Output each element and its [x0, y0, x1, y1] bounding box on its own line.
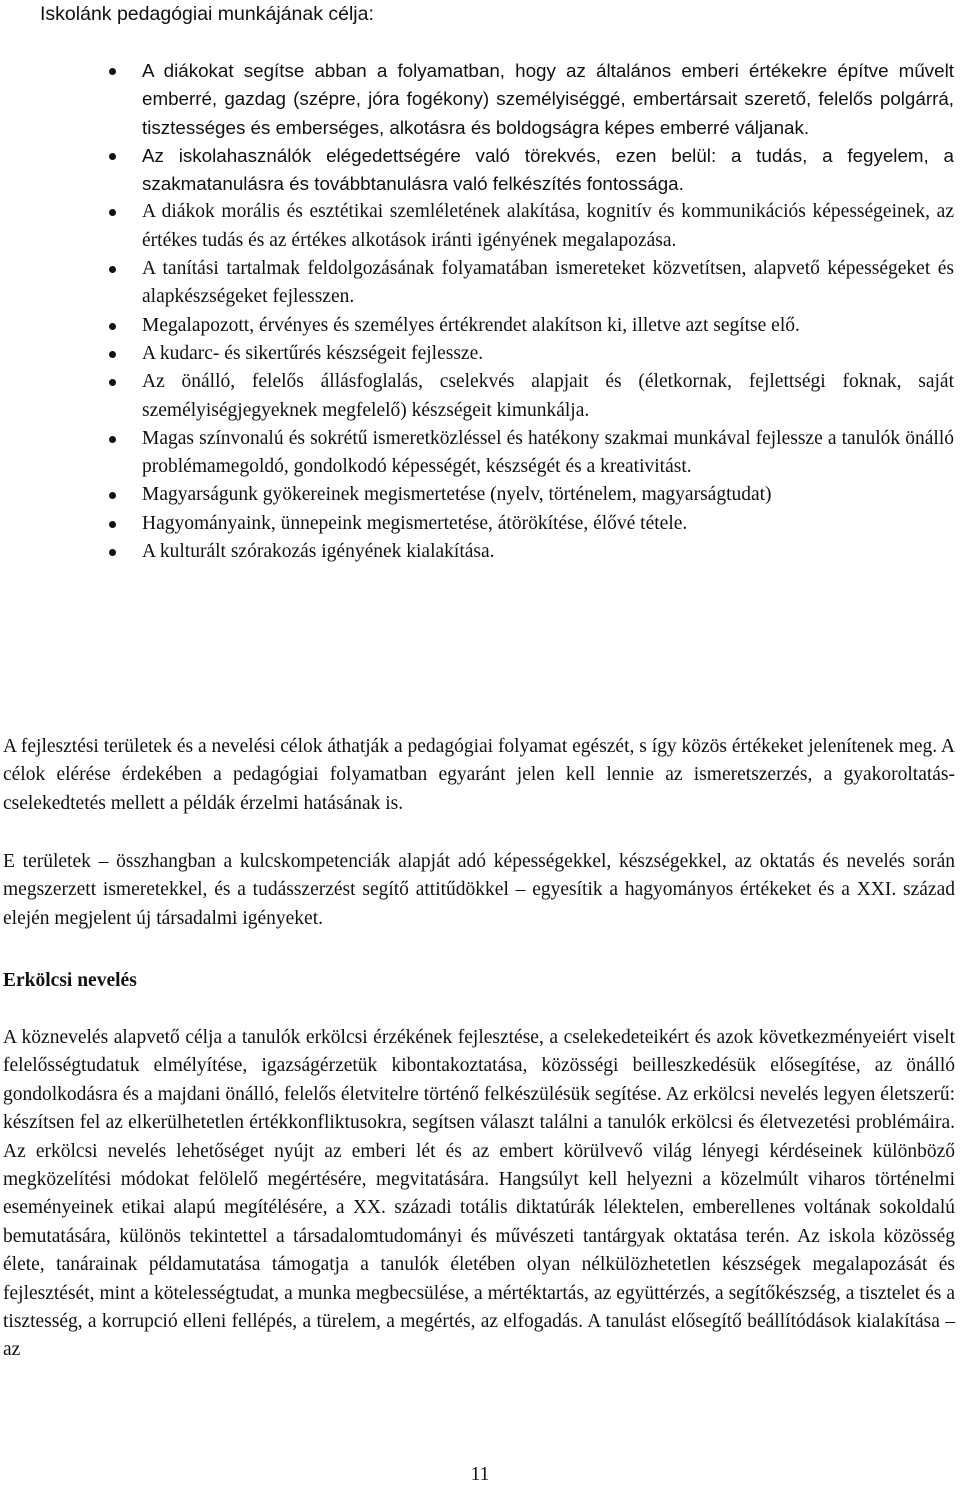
bullet-icon	[109, 549, 116, 556]
intro-line: Iskolánk pedagógiai munkájának célja:	[40, 3, 374, 25]
goals-list	[0, 57, 960, 566]
bullet-icon	[109, 521, 116, 528]
bullet-icon	[109, 323, 116, 330]
bullet-icon	[109, 351, 116, 358]
list-item: Hagyományaink, ünnepeink megismertetése, átörökítése, élővé tétele.	[0, 510, 960, 538]
list-item: Magas színvonalú és sokrétű ismeretközléssel és hatékony szakmai munkával fejlessze a tanulók önálló problémamegoldó, gondolkodó képességét, készségét és a kreativitást.	[0, 425, 960, 482]
paragraph-development-areas: A fejlesztési területek és a nevelési célok áthatják a pedagógiai folyamat egészét, s így közös értékeket jelenítenek meg. A célok elérése érdekében a pedagógiai folyamatban egyaránt jelen kell lennie az ismeretszerzés, a gyakoroltatás-cselekedtetés mellett a példák érzelmi hatásának is.	[3, 736, 955, 814]
bullet-icon	[109, 492, 116, 499]
bullet-icon	[109, 266, 116, 273]
list-item: Magyarságunk gyökereinek megismertetése (nyelv, történelem, magyarságtudat)	[0, 481, 960, 509]
list-item: Megalapozott, érvényes és személyes értékrendet alakítson ki, illetve azt segítse elő.	[0, 312, 960, 340]
list-item: Az iskolahasználók elégedettségére való törekvés, ezen belül: a tudás, a fegyelem, a szakmatanulásra és továbbtanulásra való felkészítés fontossága.	[0, 142, 960, 199]
bullet-icon	[109, 153, 116, 160]
list-item: A kulturált szórakozás igényének kialakítása.	[0, 538, 960, 566]
bullet-icon	[109, 209, 116, 216]
paragraph-key-competences: E területek – összhangban a kulcskompetenciák alapját adó képességekkel, készségekkel, az oktatás és nevelés során megszerzett ismeretekkel, és a tudásszerzést segítő attitűdökkel – egyesítik a hagyományos értékeket és a XXI. század elején megjelent új társadalmi igényeket.	[3, 851, 955, 929]
section-heading: Erkölcsi nevelés	[3, 970, 137, 991]
list-item: A tanítási tartalmak feldolgozásának folyamatában ismereteket közvetítsen, alapvető képességeket és alapkészségeket fejlesszen.	[0, 255, 960, 312]
paragraph-moral-education: A köznevelés alapvető célja a tanulók erkölcsi érzékének fejlesztése, a cselekedeteikért és azok következményeiért viselt felelősségtudatuk elmélyítése, igazságérzetük kibontakoztatása, közösségi beilleszkedésük elősegítése, az önálló gondolkodásra és a majdani önálló, felelős életvitelre történő felkészülésük segítése. Az erkölcsi nevelés legyen életszerű: készítsen fel az elkerülhetetlen értékkonfliktusokra, segítsen választ találni a tanulók erkölcsi és életvezetési problémáira. Az erkölcsi nevelés lehetőséget nyújt az emberi lét és az embert körülvevő világ lényegi kérdéseinek különböző megközelítési módokat felölelő megértésére, megvitatására. Hangsúlyt kell helyezni a közelmúlt viharos történelmi eseményeinek etikai alapú megítélésére, a XX. századi totális diktatúrák lélektelen, emberellenes voltának sokoldalú bemutatására, különös tekintettel a társadalomtudományi és művészeti tantárgyak oktatása terén. Az iskola közösség élete, tanárainak példamutatása támogatja a tanulók életében olyan nélkülözhetetlen készségek megalapozását és fejlesztését, mint a kötelességtudat, a munka megbecsülése, a mértéktartás, az együttérzés, a segítőkészség, a tisztelet és a tisztesség, a korrupció elleni fellépés, a türelem, a megértés, az elfogadás. A tanulást elősegítő beállítódások kialakítása – az	[3, 1027, 955, 1361]
bullet-icon	[109, 379, 116, 386]
bullet-icon	[109, 68, 116, 75]
bullet-icon	[109, 436, 116, 443]
list-item: Az önálló, felelős állásfoglalás, cselekvés alapjait és (életkornak, fejlettségi foknak, saját személyiségjegyeknek megfelelő) készségeit kimunkálja.	[0, 368, 960, 425]
list-item: A kudarc- és sikertűrés készségeit fejlessze.	[0, 340, 960, 368]
page-number: 11	[470, 1464, 490, 1485]
list-item: A diákok morális és esztétikai szemléletének alakítása, kognitív és kommunikációs képességeinek, az értékes tudás és az értékes alkotások iránti igényének megalapozása.	[0, 198, 960, 255]
list-item: A diákokat segítse abban a folyamatban, hogy az általános emberi értékekre építve művelt emberré, gazdag (szépre, jóra fogékony) személyiséggé, embertársait szerető, felelős polgárrá, tisztességes és emberséges, alkotásra és boldogságra képes emberré váljanak.	[0, 57, 960, 142]
